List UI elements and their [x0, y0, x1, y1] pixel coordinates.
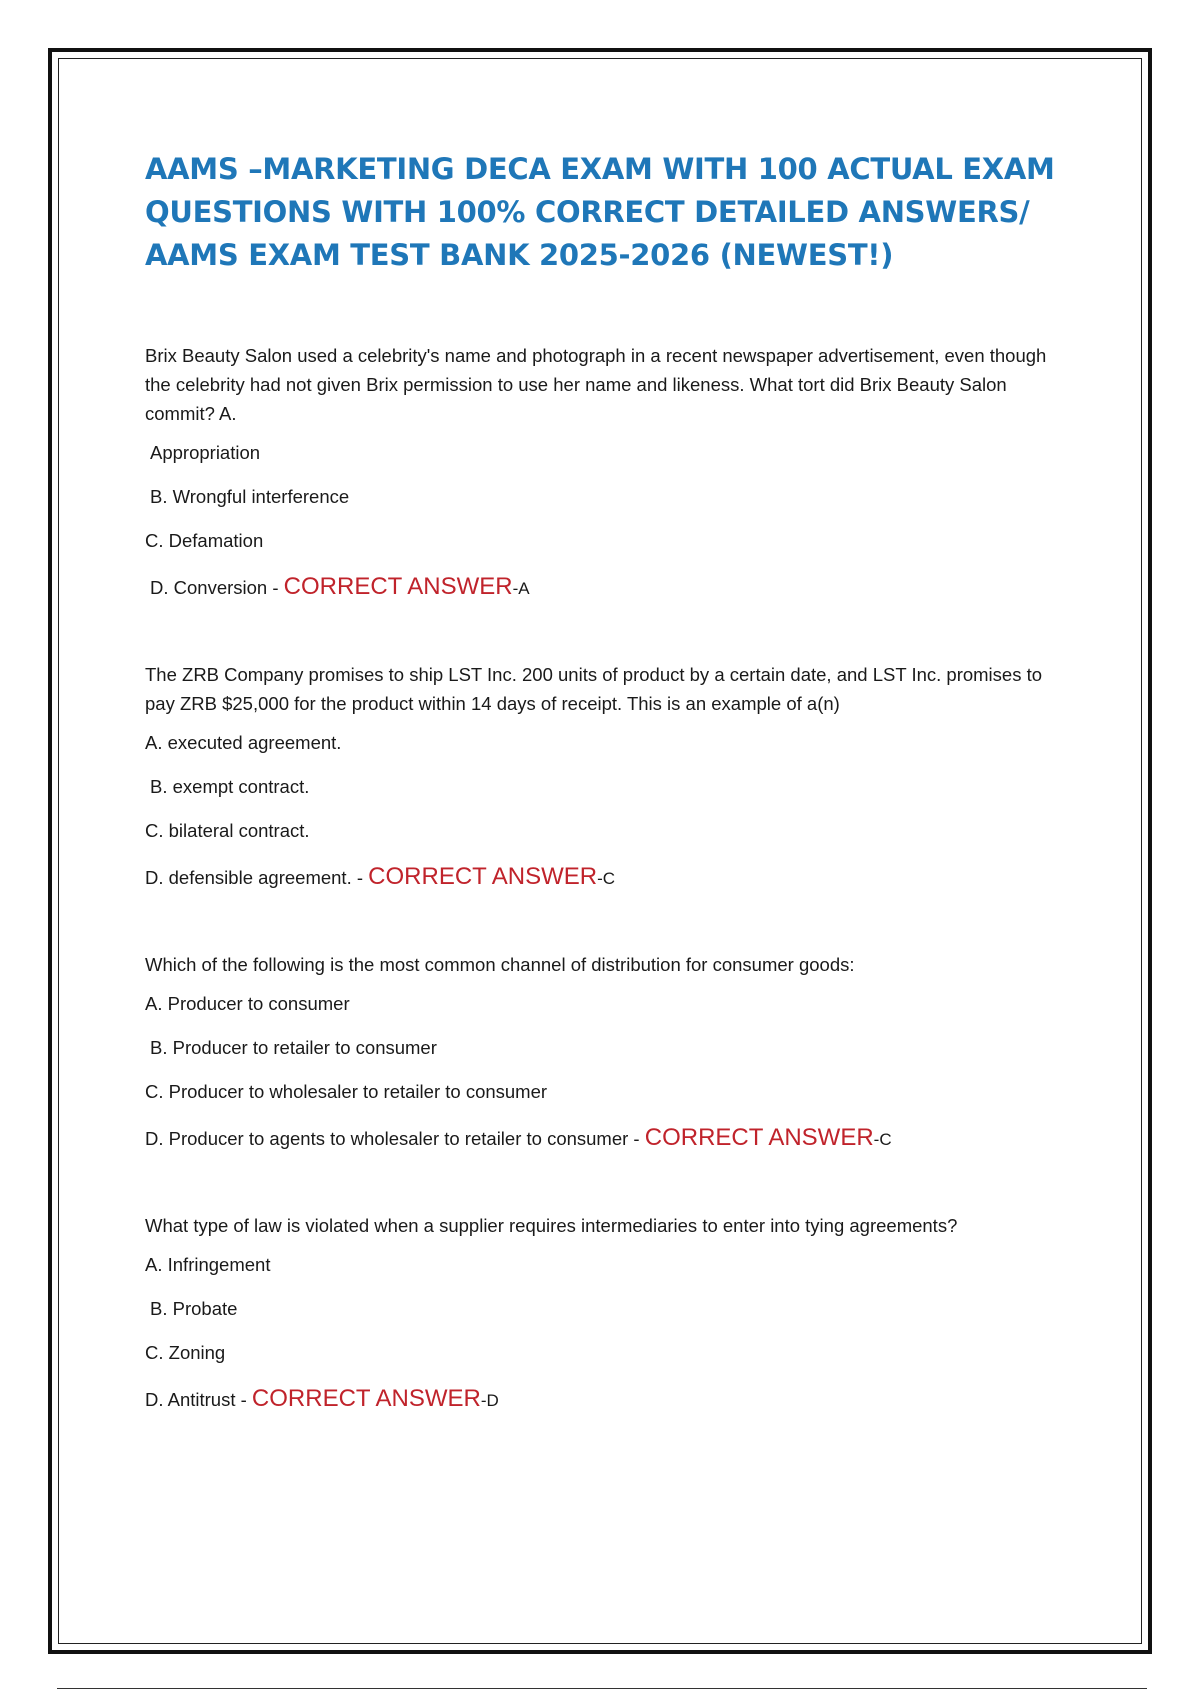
option-c: C. Producer to wholesaler to retailer to consumer: [145, 1081, 548, 1102]
question-stem: What type of law is violated when a supplier requires intermediaries to enter into tying agreements?: [145, 1215, 958, 1236]
option-a: A. Infringement: [145, 1254, 271, 1275]
option-c: C. Zoning: [145, 1342, 226, 1363]
option-b: B. Producer to retailer to consumer: [150, 1037, 437, 1058]
option-d-with-answer: [145, 862, 1065, 894]
document-content: [145, 148, 1065, 1472]
correct-answer-letter: -A: [512, 579, 530, 598]
option-b: B. exempt contract.: [150, 776, 310, 797]
question-1: [145, 341, 1065, 604]
option-d: D. Antitrust -: [145, 1389, 247, 1410]
document-title: AAMS –MARKETING DECA EXAM WITH 100 ACTUAL EXAM QUESTIONS WITH 100% CORRECT DETAILED ANSWERS/ AAMS EXAM TEST BANK 2025-2026 (NEWEST!): [145, 152, 1055, 272]
question-stem: The ZRB Company promises to ship LST Inc. 200 units of product by a certain date, and LST Inc. promises to pay ZRB $25,000 for the product within 14 days of receipt. This is an example of a(n): [145, 664, 1043, 714]
correct-answer-label: CORRECT ANSWER: [644, 1124, 874, 1151]
correct-answer-label: CORRECT ANSWER: [368, 863, 598, 890]
option-d: D. defensible agreement. -: [145, 867, 364, 888]
option-b: B. Probate: [150, 1298, 238, 1319]
correct-answer-label: CORRECT ANSWER: [251, 1385, 481, 1412]
question-2: [145, 660, 1065, 894]
question-3: [145, 950, 1065, 1155]
option-a: A. executed agreement.: [145, 732, 342, 753]
option-d: D. Producer to agents to wholesaler to retailer to consumer -: [145, 1128, 640, 1149]
correct-answer-letter: -C: [873, 1130, 892, 1149]
question-stem: Brix Beauty Salon used a celebrity's name and photograph in a recent newspaper advertisement, even though the celebrity had not given Brix permission to use her name and likeness. What tort did Brix Beauty Salon commit? A.: [145, 345, 1047, 424]
bottom-divider: [57, 1688, 1147, 1689]
option-c: C. Defamation: [145, 530, 264, 551]
option-d-with-answer: [145, 1123, 1065, 1155]
option-b: B. Wrongful interference: [150, 486, 350, 507]
question-stem: Which of the following is the most common channel of distribution for consumer goods:: [145, 954, 855, 975]
correct-answer-letter: -D: [480, 1391, 499, 1410]
option-c: C. bilateral contract.: [145, 820, 310, 841]
option-d-with-answer: [145, 572, 1065, 604]
correct-answer-label: CORRECT ANSWER: [283, 573, 513, 600]
option-a: A. Producer to consumer: [145, 993, 350, 1014]
question-4: [145, 1211, 1065, 1416]
option-d-with-answer: [145, 1384, 1065, 1416]
correct-answer-letter: -C: [597, 869, 616, 888]
option-d: D. Conversion -: [150, 577, 279, 598]
option-a: Appropriation: [150, 442, 261, 463]
